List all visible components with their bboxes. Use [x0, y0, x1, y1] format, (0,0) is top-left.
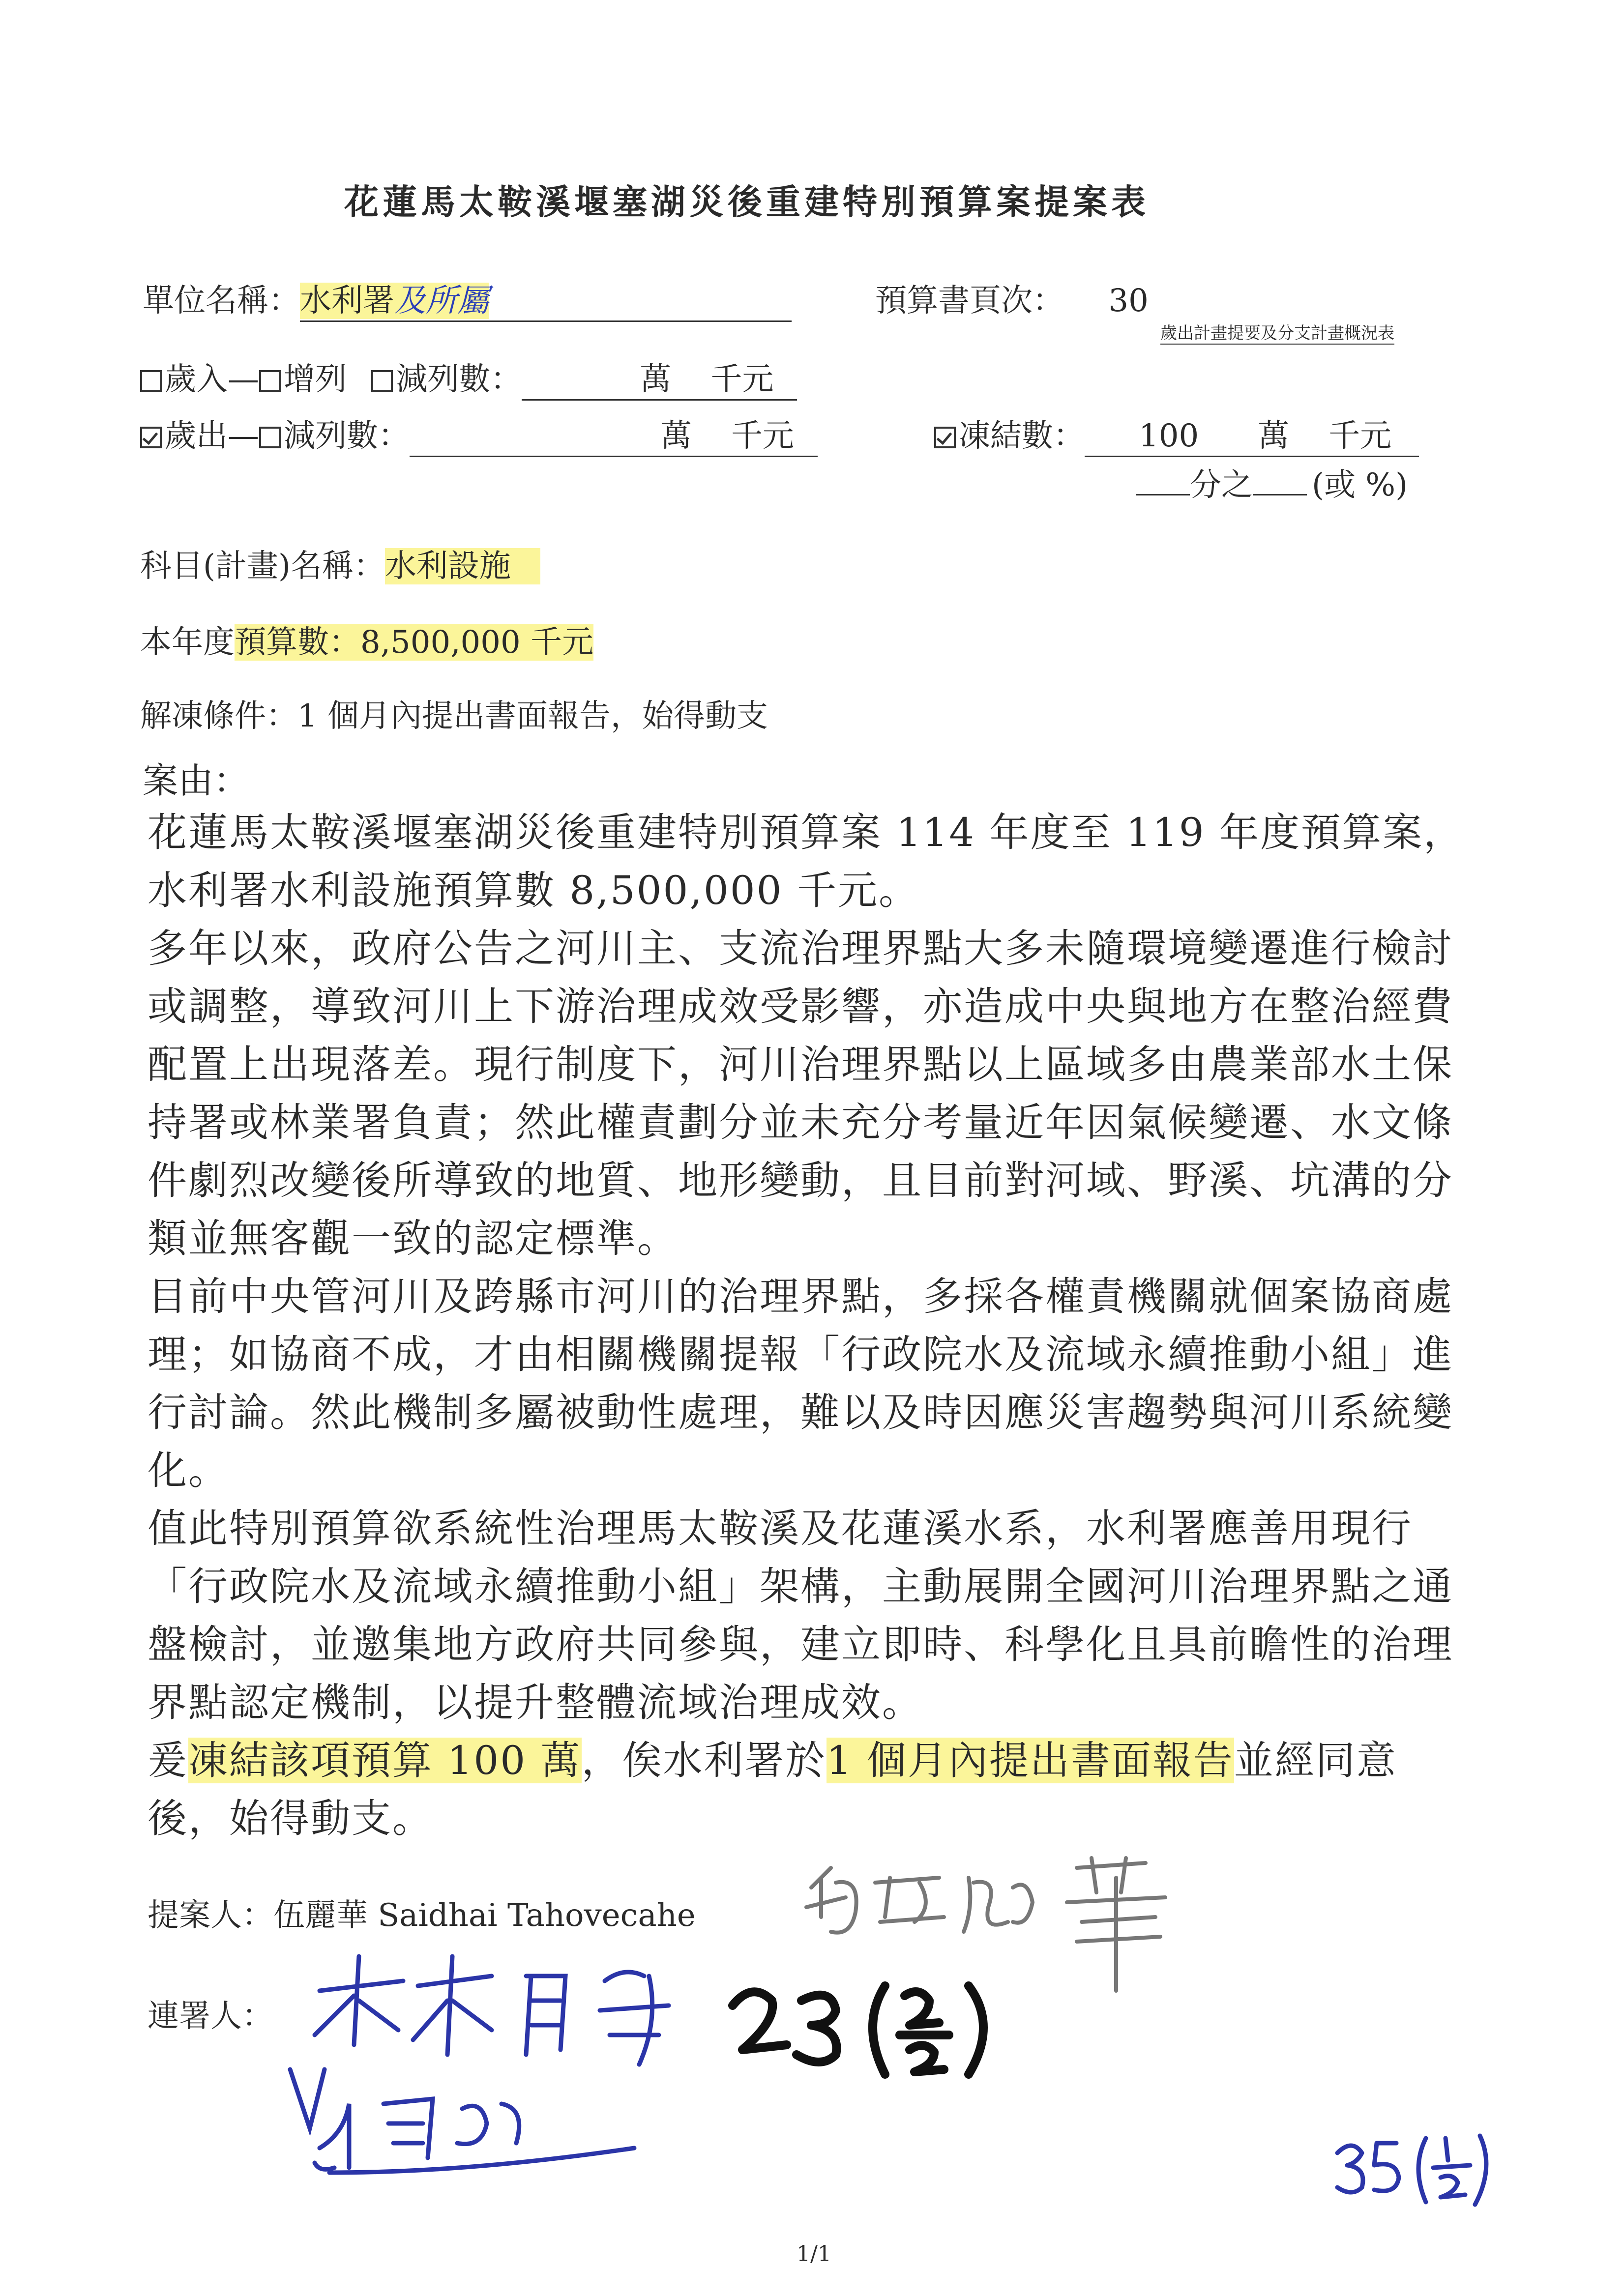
proposer-label: 提案人：	[148, 1897, 273, 1934]
increase-label: 增列	[284, 361, 347, 398]
increase-checkbox[interactable]	[259, 370, 281, 392]
budget-page-note: 歲出計畫提要及分支計畫概況表	[1160, 320, 1394, 345]
subject-label: 科目(計畫)名稱：	[140, 548, 385, 584]
cosigner-total-strokes	[1328, 2114, 1505, 2212]
conclusion-freeze-highlight: 凍結該項預算 100 萬	[188, 1738, 582, 1783]
expense-qian: 千元	[731, 418, 794, 454]
page-number: 1/1	[797, 2241, 831, 2267]
expense-label: 歲出	[165, 418, 228, 454]
freeze-value: 100	[1139, 418, 1199, 454]
annual-budget-row	[140, 617, 593, 662]
cosigner-signature-2-strokes	[270, 2050, 654, 2187]
reason-paragraph: 花蓮馬太鞍溪堰塞湖災後重建特別預算案 114 年度至 119 年度預算案，水利署水利設施預算數 8,500,000 千元。	[148, 810, 1465, 913]
revenue-wan: 萬	[640, 361, 672, 398]
conclusion-prefix: 爰	[148, 1738, 188, 1783]
expense-reduce-label: 減列數：	[284, 418, 410, 454]
cosigner-count	[723, 1966, 1028, 2086]
subject-row	[140, 541, 540, 586]
conclusion-report-highlight: 1 個月內提出書面報告	[826, 1738, 1234, 1783]
unfreeze-condition: 解凍條件：1 個月內提出書面報告，始得動支	[140, 698, 768, 734]
unit-value: 水利署	[300, 283, 394, 319]
freeze-label: 凍結數：	[959, 418, 1085, 454]
expense-wan: 萬	[660, 418, 692, 454]
freeze-row	[934, 410, 1419, 457]
budget-page-row	[875, 275, 1149, 320]
page-title: 花蓮馬太鞍溪堰塞湖災後重建特別預算案提案表	[344, 181, 1150, 222]
reason-paragraph: 目前中央管河川及跨縣市河川的治理界點，多採各權責機關就個案協商處理；如協商不成，才由相關機關提報「行政院水及流域永續推動小組」進行討論。然此機制多屬被動性處理，難以及時因應災害趨勢與河川系統變化。	[148, 1274, 1453, 1493]
fraction-row	[1136, 460, 1408, 505]
expense-reduce-checkbox[interactable]	[259, 427, 281, 448]
proposer-row	[148, 1890, 696, 1935]
proposer-name: 伍麗華 Saidhai Tahovecahe	[273, 1897, 696, 1934]
freeze-wan: 萬	[1258, 418, 1290, 454]
revenue-checkbox[interactable]	[140, 370, 162, 392]
reason-paragraph: 多年以來，政府公告之河川主、支流治理界點大多未隨環境變遷進行檢討或調整，導致河川上下游治理成效受影響，亦造成中央與地方在整治經費配置上出現落差。現行制度下，河川治理界點以上區域多由農業部水土保持署或林業署負責；然此權責劃分並未充分考量近年因氣候變遷、水文條件劇烈改變後所導致的地質、地形變動，且目前對河域、野溪、坑溝的分類並無客觀一致的認定標準。	[148, 926, 1453, 1261]
expense-row: 歲出— 減列數： 萬 千元	[140, 410, 818, 457]
reason-body	[148, 804, 1465, 1848]
unit-label: 單位名稱：	[143, 283, 300, 319]
freeze-checkbox[interactable]	[934, 427, 956, 448]
cosigner-label: 連署人：	[148, 1998, 273, 2034]
freeze-qian: 千元	[1329, 418, 1392, 454]
revenue-reduce-label: 減列數：	[396, 361, 522, 398]
conclusion-mid: ，俟水利署於	[581, 1738, 827, 1783]
reason-paragraph-conclusion	[148, 1732, 1465, 1848]
annual-budget-value: 預算數：8,500,000 千元	[235, 624, 594, 661]
cosigner-count-strokes	[723, 1966, 1028, 2084]
unit-handwritten-suffix: 及所屬	[394, 283, 489, 319]
budget-page-value: 30	[1108, 283, 1149, 319]
conclusion-end: 並經同意後，始得動支。	[148, 1738, 1397, 1841]
cosigner-total	[1328, 2114, 1505, 2214]
fraction-fen-zhi: 分之	[1190, 467, 1253, 503]
cosigner-signature-2	[270, 2050, 654, 2189]
revenue-label: 歲入	[165, 361, 228, 398]
revenue-qian: 千元	[710, 361, 774, 398]
unit-row	[143, 275, 792, 322]
revenue-row: 歲入— 增列 減列數： 萬 千元	[140, 354, 797, 401]
expense-checkbox[interactable]	[140, 427, 162, 448]
reason-heading: 案由：	[143, 760, 249, 801]
fraction-or-percent: (或 %)	[1312, 467, 1408, 503]
revenue-reduce-checkbox[interactable]	[371, 370, 393, 392]
annual-prefix: 本年度	[140, 624, 235, 661]
budget-page-label: 預算書頁次：	[875, 283, 1064, 319]
subject-value: 水利設施	[385, 548, 540, 584]
reason-paragraph: 值此特別預算欲系統性治理馬太鞍溪及花蓮溪水系，水利署應善用現行「行政院水及流域永續推動小組」架構，主動展開全國河川治理界點之通盤檢討，並邀集地方政府共同參與，建立即時、科學化且具前瞻性的治理界點認定機制，以提升整體流域治理成效。	[148, 1506, 1453, 1725]
